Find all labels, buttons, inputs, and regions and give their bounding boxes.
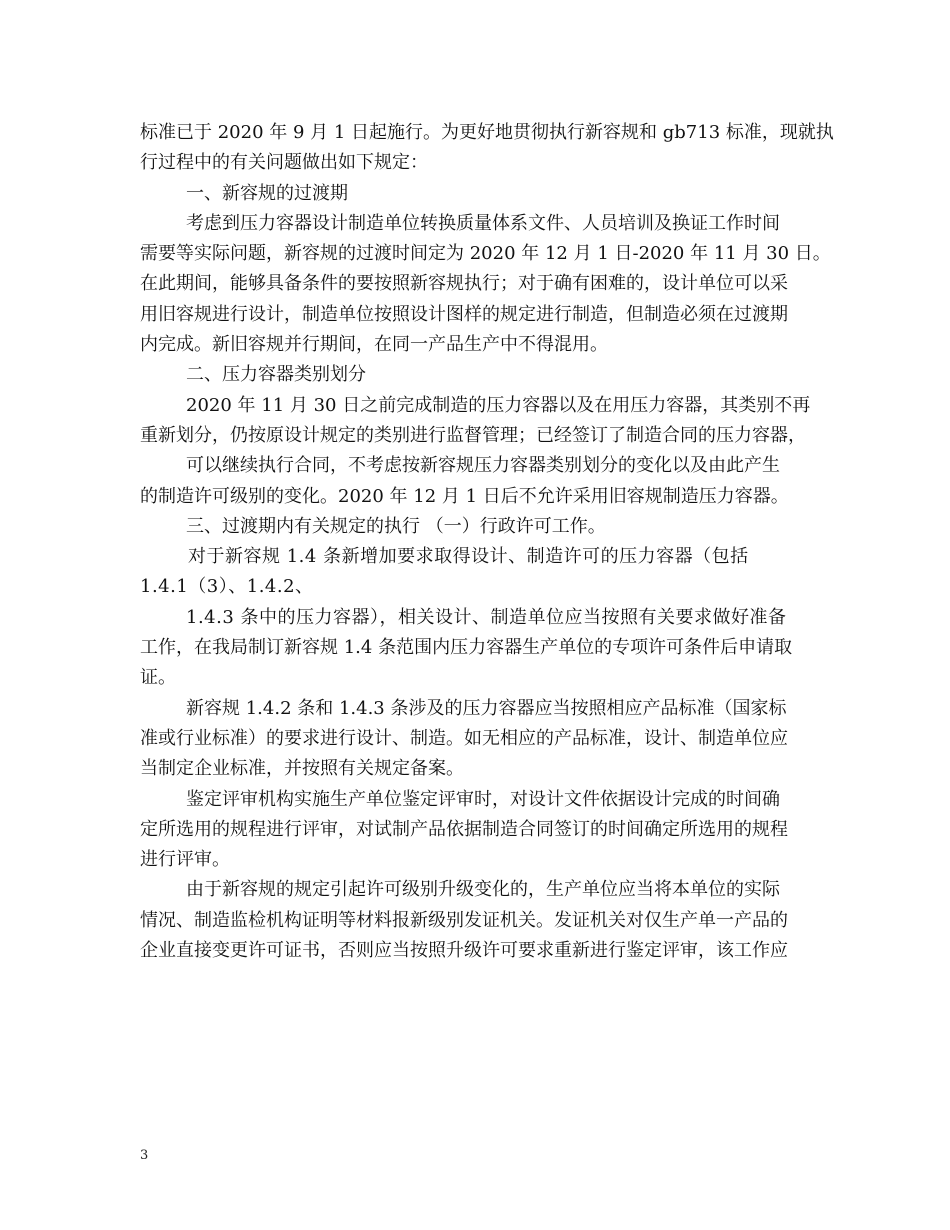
text-line: 定所选用的规程进行评审，对试制产品依据制造合同签订的时间确定所选用的规程	[140, 818, 788, 840]
text-line: 工作，在我局制订新容规 1.4 条范围内压力容器生产单位的专项许可条件后申请取	[140, 637, 793, 659]
text-line: 用旧容规进行设计，制造单位按照设计图样的规定进行制造，但制造必须在过渡期	[140, 303, 788, 325]
text-line: 行过程中的有关问题做出如下规定：	[140, 152, 428, 174]
text-line: 重新划分，仍按原设计规定的类别进行监督管理；已经签订了制造合同的压力容器，	[140, 424, 806, 446]
text-line: 2020 年 11 月 30 日之前完成制造的压力容器以及在用压力容器，其类别不再	[186, 394, 811, 416]
text-line: 的制造许可级别的变化。2020 年 12 月 1 日后不允许采用旧容规制造压力容器。	[140, 485, 789, 507]
text-line: 对于新容规 1.4 条新增加要求取得设计、制造许可的压力容器（包括	[188, 546, 749, 568]
text-line: 企业直接变更许可证书，否则应当按照升级许可要求重新进行鉴定评审，该工作应	[140, 940, 788, 962]
text-line: 情况、制造监检机构证明等材料报新级别发证机关。发证机关对仅生产单一产品的	[140, 909, 788, 931]
text-line: 可以继续执行合同，不考虑按新容规压力容器类别划分的变化以及由此产生	[186, 455, 780, 477]
text-line: 1.4.3 条中的压力容器），相关设计、制造单位应当按照有关要求做好准备	[186, 606, 787, 628]
text-line: 进行评审。	[140, 849, 230, 871]
text-line: 新容规 1.4.2 条和 1.4.3 条涉及的压力容器应当按照相应产品标准（国家标	[186, 697, 787, 719]
section-heading: 三、过渡期内有关规定的执行 （一）行政许可工作。	[186, 515, 606, 537]
text-line: 鉴定评审机构实施生产单位鉴定评审时，对设计文件依据设计完成的时间确	[186, 788, 780, 810]
text-line: 标准已于 2020 年 9 月 1 日起施行。为更好地贯彻执行新容规和 gb713 标准，现就执	[140, 122, 834, 143]
text-line: 需要等实际问题，新容规的过渡时间定为 2020 年 12 月 1 日-2020 年 11 月 30 日。	[140, 243, 831, 265]
section-heading: 一、新容规的过渡期	[186, 182, 348, 204]
text-line: 内完成。新旧容规并行期间，在同一产品生产中不得混用。	[140, 334, 608, 356]
text-line: 由于新容规的规定引起许可级别升级变化的，生产单位应当将本单位的实际	[186, 879, 780, 901]
section-heading: 二、压力容器类别划分	[186, 364, 366, 386]
document-body	[140, 118, 834, 966]
text-line: 当制定企业标准，并按照有关规定备案。	[140, 758, 464, 780]
text-line: 在此期间，能够具备条件的要按照新容规执行；对于确有困难的，设计单位可以采	[140, 273, 788, 295]
page-number: 3	[140, 1148, 149, 1163]
text-line: 准或行业标准）的要求进行设计、制造。如无相应的产品标准，设计、制造单位应	[140, 727, 788, 749]
text-line: 证。	[140, 667, 176, 689]
text-line: 考虑到压力容器设计制造单位转换质量体系文件、人员培训及换证工作时间	[186, 212, 780, 234]
text-line: 1.4.1（3）、1.4.2、	[140, 576, 314, 598]
